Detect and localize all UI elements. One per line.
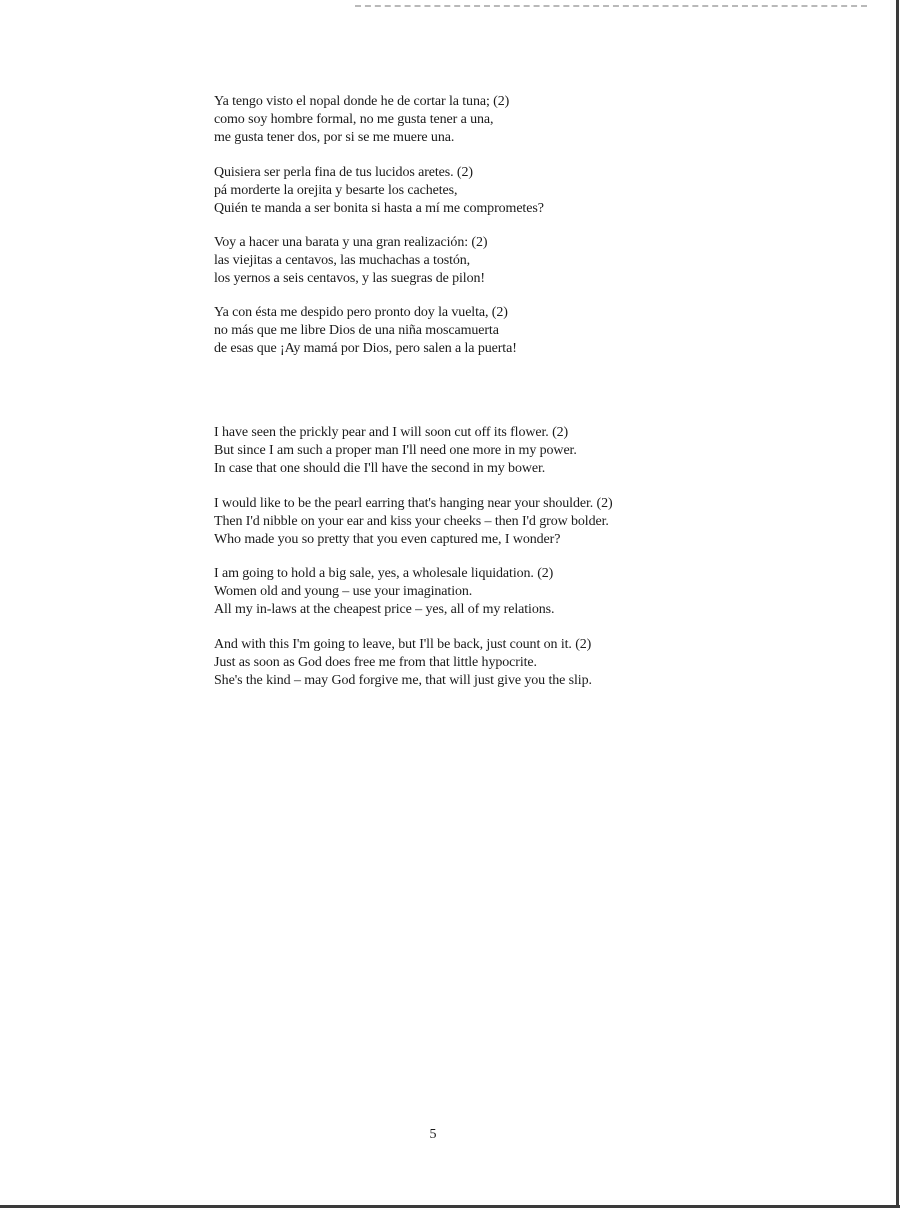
lyric-line: no más que me libre Dios de una niña moscamuerta xyxy=(214,323,499,338)
lyric-line: I am going to hold a big sale, yes, a wholesale liquidation. (2) xyxy=(214,566,554,581)
spanish-stanza-2 xyxy=(214,164,734,218)
lyric-line: como soy hombre formal, no me gusta tener a una, xyxy=(214,112,494,127)
page-number: 5 xyxy=(429,1127,437,1142)
english-stanza-2 xyxy=(214,495,734,549)
spanish-stanza-1 xyxy=(214,93,734,147)
spanish-stanza-4 xyxy=(214,304,734,358)
lyric-line: Then I'd nibble on your ear and kiss your cheeks – then I'd grow bolder. xyxy=(214,514,609,529)
lyric-line: de esas que ¡Ay mamá por Dios, pero salen a la puerta! xyxy=(214,341,517,356)
english-stanza-1 xyxy=(214,424,734,478)
lyric-line: Voy a hacer una barata y una gran realización: (2) xyxy=(214,235,488,250)
lyric-line: pá morderte la orejita y besarte los cachetes, xyxy=(214,183,458,198)
lyric-line: But since I am such a proper man I'll need one more in my power. xyxy=(214,443,577,458)
lyric-line: All my in-laws at the cheapest price – yes, all of my relations. xyxy=(214,602,555,617)
english-stanza-3 xyxy=(214,565,734,619)
lyric-line: Who made you so pretty that you even captured me, I wonder? xyxy=(214,532,561,547)
lyric-line: She's the kind – may God forgive me, that will just give you the slip. xyxy=(214,673,592,688)
lyric-line: Ya tengo visto el nopal donde he de cortar la tuna; (2) xyxy=(214,94,510,109)
lyric-line: me gusta tener dos, por si se me muere una. xyxy=(214,130,455,145)
lyric-line: Quién te manda a ser bonita si hasta a mí me comprometes? xyxy=(214,201,544,216)
scan-top-rule xyxy=(355,5,867,7)
lyric-line: Ya con ésta me despido pero pronto doy la vuelta, (2) xyxy=(214,305,508,320)
page-frame-right-edge xyxy=(896,0,899,1208)
lyric-line: Women old and young – use your imagination. xyxy=(214,584,473,599)
english-stanza-4 xyxy=(214,636,734,690)
lyric-line: I have seen the prickly pear and I will soon cut off its flower. (2) xyxy=(214,425,569,440)
lyric-line: In case that one should die I'll have the second in my bower. xyxy=(214,461,546,476)
lyric-line: I would like to be the pearl earring that's hanging near your shoulder. (2) xyxy=(214,496,613,511)
lyric-line: And with this I'm going to leave, but I'll be back, just count on it. (2) xyxy=(214,637,592,652)
lyric-line: Quisiera ser perla fina de tus lucidos aretes. (2) xyxy=(214,165,473,180)
lyric-line: los yernos a seis centavos, y las suegras de pilon! xyxy=(214,271,485,286)
lyric-line: las viejitas a centavos, las muchachas a tostón, xyxy=(214,253,471,268)
spanish-stanza-3 xyxy=(214,234,734,288)
lyric-line: Just as soon as God does free me from that little hypocrite. xyxy=(214,655,537,670)
